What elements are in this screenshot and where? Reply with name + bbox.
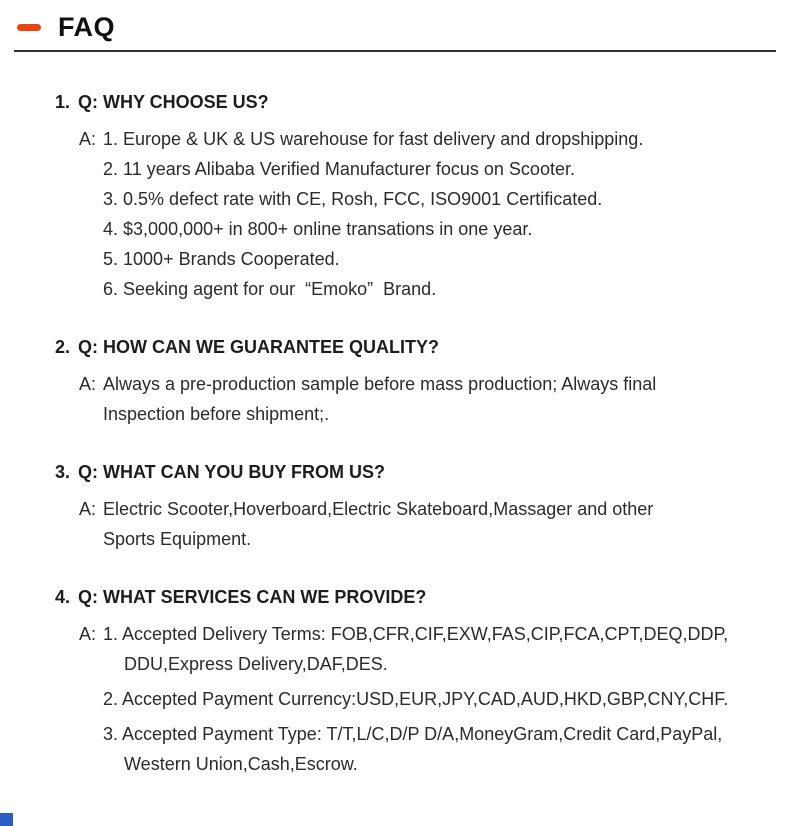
- question-row: [55, 332, 780, 362]
- answer-prefix: A:: [79, 374, 97, 394]
- page-header: [0, 0, 790, 41]
- answer-line: 2. 11 years Alibaba Verified Manufacturer focus on Scooter.: [103, 159, 575, 179]
- answer-line: 3. 0.5% defect rate with CE, Rosh, FCC, ISO9001 Certificated.: [103, 189, 603, 209]
- answer-line: 4. $3,000,000+ in 800+ online transations in one year.: [103, 219, 533, 239]
- question-number: 4.: [55, 587, 71, 607]
- question-number: 3.: [55, 462, 71, 482]
- question-text: Q: HOW CAN WE GUARANTEE QUALITY?: [78, 337, 439, 357]
- answer-line: Electric Scooter,Hoverboard,Electric Skateboard,Massager and other: [103, 499, 654, 519]
- question-number: 2.: [55, 337, 71, 357]
- faq-item: [55, 332, 780, 429]
- faq-section: [0, 87, 790, 779]
- faq-item: [55, 87, 780, 304]
- answer-line: Inspection before shipment;.: [103, 404, 330, 424]
- answer-line: 2. Accepted Payment Currency:USD,EUR,JPY,CAD,AUD,HKD,GBP,CNY,CHF.: [103, 689, 729, 709]
- faq-item: [55, 582, 780, 779]
- question-row: [55, 87, 780, 117]
- answer-line: 1. Europe & UK & US warehouse for fast delivery and dropshipping.: [103, 129, 644, 149]
- answer-prefix: A:: [79, 129, 97, 149]
- answer-body: [103, 124, 780, 304]
- answer-row: [79, 619, 780, 779]
- question-row: [55, 582, 780, 612]
- answer-prefix: A:: [79, 499, 97, 519]
- question-row: [55, 457, 780, 487]
- answer-body: [103, 369, 780, 429]
- answer-body: [103, 494, 780, 554]
- page-title: FAQ: [58, 12, 116, 42]
- answer-body: [103, 619, 780, 779]
- header-accent-dash-icon: [17, 24, 41, 31]
- answer-prefix: A:: [79, 624, 97, 644]
- answer-line: Sports Equipment.: [103, 529, 252, 549]
- question-text: Q: WHY CHOOSE US?: [78, 92, 269, 112]
- question-text: Q: WHAT SERVICES CAN WE PROVIDE?: [78, 587, 427, 607]
- answer-line: 3. Accepted Payment Type: T/T,L/C,D/P D/A,MoneyGram,Credit Card,PayPal,: [103, 724, 723, 744]
- corner-accent-square: [0, 813, 13, 826]
- question-number: 1.: [55, 92, 71, 112]
- answer-line: Western Union,Cash,Escrow.: [124, 754, 358, 774]
- answer-row: [79, 494, 780, 554]
- answer-line: DDU,Express Delivery,DAF,DES.: [124, 654, 388, 674]
- faq-item: [55, 457, 780, 554]
- answer-row: [79, 369, 780, 429]
- question-text: Q: WHAT CAN YOU BUY FROM US?: [78, 462, 385, 482]
- header-divider: [14, 50, 776, 52]
- answer-line: 1. Accepted Delivery Terms: FOB,CFR,CIF,EXW,FAS,CIP,FCA,CPT,DEQ,DDP,: [103, 624, 729, 644]
- answer-line: 6. Seeking agent for our “Emoko” Brand.: [103, 279, 437, 299]
- answer-line: 5. 1000+ Brands Cooperated.: [103, 249, 340, 269]
- answer-line: Always a pre-production sample before mass production; Always final: [103, 374, 657, 394]
- answer-row: [79, 124, 780, 304]
